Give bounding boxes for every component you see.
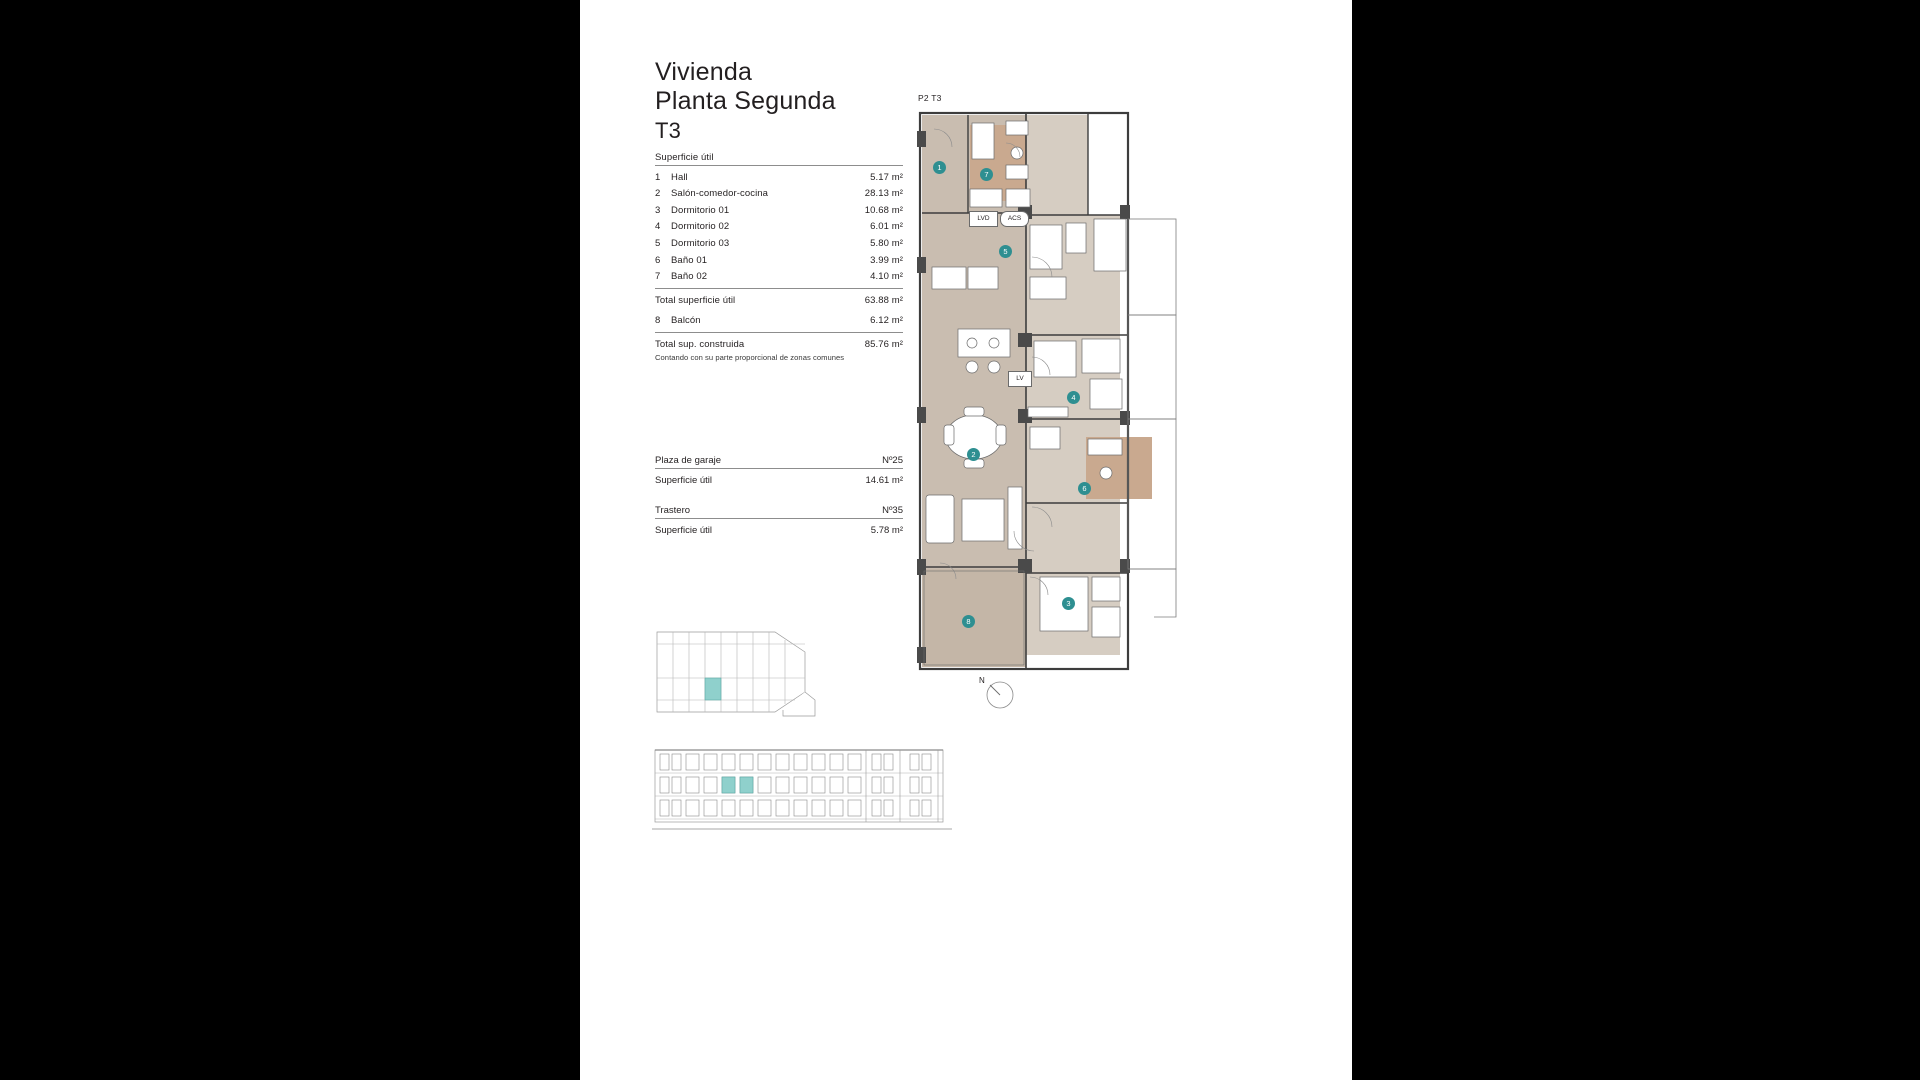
row-name: Salón-comedor-cocina (671, 188, 769, 200)
room-marker-6[interactable]: 6 (1078, 482, 1091, 495)
key-plan-diagram (655, 630, 825, 735)
storage-surface-label: Superficie útil (655, 525, 713, 536)
table-row (655, 266, 903, 283)
elevation-diagram (652, 745, 952, 845)
row-number: 2 (655, 188, 661, 200)
storage-table (655, 505, 903, 536)
garage-table-header (655, 455, 903, 469)
row-value: 10.68 m² (864, 204, 903, 216)
table-row (655, 216, 903, 233)
room-marker-8[interactable]: 8 (962, 615, 975, 628)
garage-table (655, 455, 903, 486)
row-name: Balcón (671, 315, 701, 327)
row-number: 3 (655, 204, 661, 216)
room-marker-1[interactable]: 1 (933, 161, 946, 174)
room-marker-4[interactable]: 4 (1067, 391, 1080, 404)
surface-table-note: Contando con su parte proporcional de zonas comunes (655, 353, 845, 363)
row-name: Hall (671, 171, 688, 183)
surface-table-header (655, 152, 903, 166)
room-marker-2[interactable]: 2 (967, 448, 980, 461)
total-built-row (655, 332, 903, 350)
garage-surface-label: Superficie útil (655, 475, 713, 486)
table-row-balcony (655, 306, 903, 326)
row-value: 6.12 m² (870, 315, 903, 327)
row-name: Baño 02 (671, 271, 708, 283)
plan-sheet (580, 0, 1352, 1080)
row-name: Baño 01 (671, 254, 708, 266)
table-row (655, 183, 903, 200)
total-useful-value: 63.88 m² (864, 295, 903, 307)
row-value: 28.13 m² (864, 188, 903, 200)
annotation-acs: ACS (1000, 211, 1029, 227)
room-marker-5[interactable]: 5 (999, 245, 1012, 258)
row-value: 3.99 m² (870, 254, 903, 266)
surface-table (655, 152, 903, 362)
row-number: 7 (655, 271, 661, 283)
floor-plan (910, 85, 1210, 725)
garage-surface-row (655, 469, 903, 486)
garage-label: Plaza de garaje (655, 455, 722, 466)
storage-surface-value: 5.78 m² (870, 525, 903, 536)
storage-number: Nº35 (882, 505, 903, 516)
row-number: 5 (655, 237, 661, 249)
table-row (655, 166, 903, 183)
row-value: 5.17 m² (870, 171, 903, 183)
storage-surface-row (655, 519, 903, 536)
storage-table-header (655, 505, 903, 519)
room-marker-7[interactable]: 7 (980, 168, 993, 181)
row-value: 4.10 m² (870, 271, 903, 283)
surface-table-header-label: Superficie útil (655, 152, 714, 163)
north-arrow-icon (985, 680, 1015, 715)
row-number: 4 (655, 221, 661, 233)
total-useful-row (655, 288, 903, 306)
table-row (655, 232, 903, 249)
storage-label: Trastero (655, 505, 691, 516)
total-built-label: Total sup. construida (655, 339, 745, 351)
garage-number: Nº25 (882, 455, 903, 466)
page-title (655, 58, 836, 145)
row-number: 6 (655, 254, 661, 266)
north-label: N (979, 676, 985, 685)
table-row (655, 199, 903, 216)
table-row (655, 249, 903, 266)
row-name: Dormitorio 02 (671, 221, 730, 233)
title-line-1: Vivienda (655, 58, 753, 86)
room-marker-3[interactable]: 3 (1062, 597, 1075, 610)
row-value: 6.01 m² (870, 221, 903, 233)
total-built-value: 85.76 m² (864, 339, 903, 351)
annotation-lv: LV (1008, 371, 1032, 387)
title-line-3: T3 (655, 118, 682, 143)
garage-surface-value: 14.61 m² (865, 475, 903, 486)
row-name: Dormitorio 01 (671, 204, 730, 216)
row-number: 8 (655, 315, 661, 327)
plan-code-label: P2 T3 (918, 93, 942, 103)
annotation-lvd: LVD (969, 211, 998, 227)
row-number: 1 (655, 171, 661, 183)
total-useful-label: Total superficie útil (655, 295, 736, 307)
row-name: Dormitorio 03 (671, 237, 730, 249)
row-value: 5.80 m² (870, 237, 903, 249)
title-line-2: Planta Segunda (655, 87, 836, 115)
